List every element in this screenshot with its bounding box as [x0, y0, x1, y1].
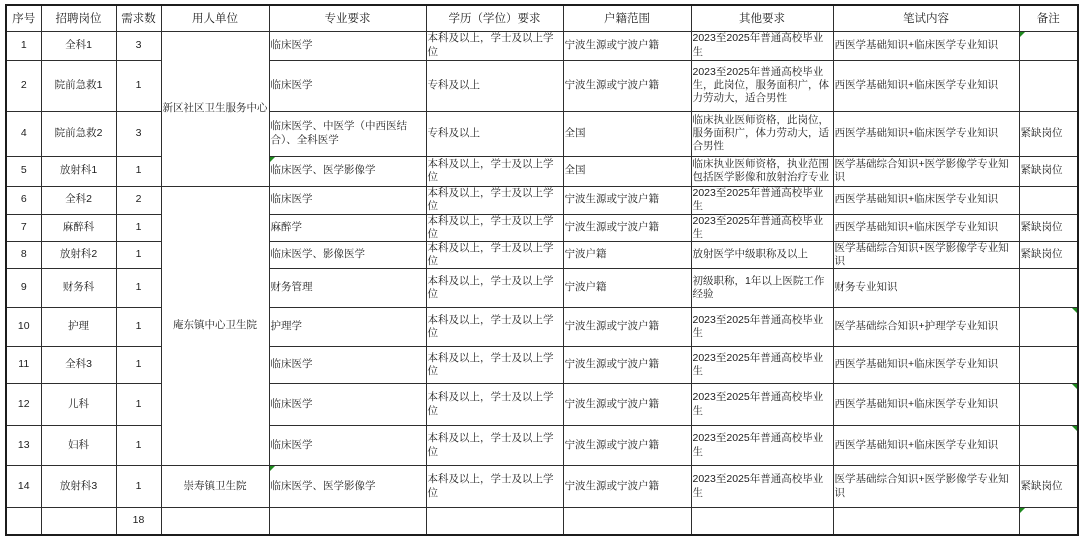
- cell-no: 1: [6, 31, 41, 60]
- cell-count: 3: [116, 111, 161, 156]
- cell-education: 本科及以上，学士及以上学位: [426, 186, 563, 214]
- cell-flag-icon: [1020, 32, 1025, 37]
- table-header: [6, 5, 1078, 31]
- column-header-remark: 备注: [1019, 5, 1078, 31]
- cell-flag-icon: [1072, 426, 1077, 431]
- cell-count: 1: [116, 241, 161, 268]
- header-row: [6, 5, 1078, 31]
- cell-count: 2: [116, 186, 161, 214]
- cell-count: 1: [116, 308, 161, 347]
- cell-no: 5: [6, 156, 41, 186]
- cell-other: 2023至2025年普通高校毕业生: [691, 347, 833, 384]
- cell-major: 临床医学: [269, 384, 426, 426]
- cell-no: 9: [6, 269, 41, 308]
- cell-employer-merged: 新区社区卫生服务中心: [161, 31, 269, 186]
- cell-exam: 西医学基础知识+临床医学专业知识: [833, 384, 1019, 426]
- cell-count: 1: [116, 60, 161, 111]
- column-header-exam: 笔试内容: [833, 5, 1019, 31]
- cell-education: 本科及以上，学士及以上学位: [426, 269, 563, 308]
- cell-count: 3: [116, 31, 161, 60]
- column-header-no: 序号: [6, 5, 41, 31]
- table-row: [6, 186, 1078, 214]
- cell-position: 全科3: [41, 347, 116, 384]
- cell-other: 放射医学中级职称及以上: [691, 241, 833, 268]
- cell-other: 初级职称，1年以上医院工作经验: [691, 269, 833, 308]
- column-header-hukou: 户籍范围: [563, 5, 691, 31]
- cell-major: [269, 508, 426, 535]
- cell-major: 临床医学: [269, 31, 426, 60]
- cell-count: 1: [116, 347, 161, 384]
- cell-position: 全科1: [41, 31, 116, 60]
- table-row: [6, 466, 1078, 508]
- cell-flag-icon: [270, 466, 275, 471]
- column-header-education: 学历（学位）要求: [426, 5, 563, 31]
- cell-education: 专科及以上: [426, 111, 563, 156]
- cell-hukou: 宁波生源或宁波户籍: [563, 347, 691, 384]
- cell-remark: [1019, 508, 1078, 535]
- cell-position: 麻醉科: [41, 214, 116, 241]
- cell-count: 1: [116, 269, 161, 308]
- cell-other: 2023至2025年普通高校毕业生: [691, 31, 833, 60]
- cell-count: 1: [116, 214, 161, 241]
- cell-education: 本科及以上，学士及以上学位: [426, 214, 563, 241]
- cell-other: 2023至2025年普通高校毕业生: [691, 214, 833, 241]
- cell-flag-icon: [1072, 308, 1077, 313]
- cell-hukou: [563, 508, 691, 535]
- column-header-major: 专业要求: [269, 5, 426, 31]
- cell-hukou: 宁波户籍: [563, 269, 691, 308]
- cell-exam: 西医学基础知识+临床医学专业知识: [833, 186, 1019, 214]
- cell-hukou: 宁波生源或宁波户籍: [563, 426, 691, 466]
- cell-position: 放射科1: [41, 156, 116, 186]
- cell-position: [41, 508, 116, 535]
- cell-position: 全科2: [41, 186, 116, 214]
- cell-employer-merged: 崇寿镇卫生院: [161, 466, 269, 508]
- cell-exam: 西医学基础知识+临床医学专业知识: [833, 60, 1019, 111]
- cell-count: 1: [116, 384, 161, 426]
- cell-remark: [1019, 384, 1078, 426]
- cell-hukou: 宁波生源或宁波户籍: [563, 384, 691, 426]
- cell-major: 临床医学: [269, 186, 426, 214]
- cell-no: 6: [6, 186, 41, 214]
- cell-count: 18: [116, 508, 161, 535]
- cell-remark: 紧缺岗位: [1019, 156, 1078, 186]
- cell-major: 临床医学、医学影像学: [269, 156, 426, 186]
- cell-exam: 医学基础综合知识+医学影像学专业知识: [833, 466, 1019, 508]
- cell-other: 2023至2025年普通高校毕业生: [691, 466, 833, 508]
- cell-hukou: 宁波生源或宁波户籍: [563, 60, 691, 111]
- cell-other: 2023至2025年普通高校毕业生，此岗位，服务面积广，体力劳动大，适合男性: [691, 60, 833, 111]
- cell-exam: 医学基础综合知识+医学影像学专业知识: [833, 156, 1019, 186]
- cell-employer-merged: 庵东镇中心卫生院: [161, 186, 269, 466]
- cell-hukou: 宁波生源或宁波户籍: [563, 214, 691, 241]
- cell-no: 10: [6, 308, 41, 347]
- cell-exam: 医学基础综合知识+护理学专业知识: [833, 308, 1019, 347]
- cell-remark: 紧缺岗位: [1019, 214, 1078, 241]
- cell-remark: [1019, 347, 1078, 384]
- cell-flag-icon: [270, 157, 275, 162]
- cell-remark: [1019, 186, 1078, 214]
- cell-other: 临床执业医师资格，执业范围包括医学影像和放射治疗专业: [691, 156, 833, 186]
- cell-count: 1: [116, 426, 161, 466]
- cell-position: 护理: [41, 308, 116, 347]
- cell-no: 12: [6, 384, 41, 426]
- cell-major: 护理学: [269, 308, 426, 347]
- cell-other: [691, 508, 833, 535]
- column-header-position: 招聘岗位: [41, 5, 116, 31]
- cell-major: 临床医学、中医学（中西医结合）、全科医学: [269, 111, 426, 156]
- cell-major: 财务管理: [269, 269, 426, 308]
- cell-other: 2023至2025年普通高校毕业生: [691, 384, 833, 426]
- cell-hukou: 宁波生源或宁波户籍: [563, 466, 691, 508]
- cell-education: 本科及以上，学士及以上学位: [426, 31, 563, 60]
- cell-no: [6, 508, 41, 535]
- cell-hukou: 全国: [563, 156, 691, 186]
- cell-no: 14: [6, 466, 41, 508]
- cell-major: 临床医学: [269, 60, 426, 111]
- cell-flag-icon: [1072, 384, 1077, 389]
- cell-hukou: 全国: [563, 111, 691, 156]
- cell-hukou: 宁波户籍: [563, 241, 691, 268]
- cell-education: 本科及以上，学士及以上学位: [426, 466, 563, 508]
- cell-hukou: 宁波生源或宁波户籍: [563, 186, 691, 214]
- cell-no: 4: [6, 111, 41, 156]
- cell-no: 13: [6, 426, 41, 466]
- cell-count: 1: [116, 156, 161, 186]
- column-header-other: 其他要求: [691, 5, 833, 31]
- cell-position: 儿科: [41, 384, 116, 426]
- total-row: [6, 508, 1078, 535]
- cell-exam: 西医学基础知识+临床医学专业知识: [833, 111, 1019, 156]
- cell-education: 本科及以上，学士及以上学位: [426, 384, 563, 426]
- cell-other: 2023至2025年普通高校毕业生: [691, 308, 833, 347]
- cell-major: 临床医学、医学影像学: [269, 466, 426, 508]
- column-header-count: 需求数: [116, 5, 161, 31]
- cell-remark: 紧缺岗位: [1019, 466, 1078, 508]
- cell-position: 放射科3: [41, 466, 116, 508]
- cell-position: 放射科2: [41, 241, 116, 268]
- cell-count: 1: [116, 466, 161, 508]
- cell-exam: 西医学基础知识+临床医学专业知识: [833, 426, 1019, 466]
- cell-no: 7: [6, 214, 41, 241]
- cell-education: 本科及以上，学士及以上学位: [426, 241, 563, 268]
- cell-education: 本科及以上，学士及以上学位: [426, 426, 563, 466]
- cell-major: 临床医学: [269, 426, 426, 466]
- cell-exam: 医学基础综合知识+医学影像学专业知识: [833, 241, 1019, 268]
- cell-no: 11: [6, 347, 41, 384]
- cell-remark: 紧缺岗位: [1019, 241, 1078, 268]
- cell-remark: [1019, 308, 1078, 347]
- cell-position: 财务科: [41, 269, 116, 308]
- cell-remark: 紧缺岗位: [1019, 111, 1078, 156]
- cell-exam: 西医学基础知识+临床医学专业知识: [833, 347, 1019, 384]
- recruitment-table: [5, 4, 1079, 536]
- cell-remark: [1019, 426, 1078, 466]
- cell-remark: [1019, 269, 1078, 308]
- cell-flag-icon: [1020, 508, 1025, 513]
- cell-exam: [833, 508, 1019, 535]
- table-body: [6, 31, 1078, 535]
- cell-education: 本科及以上，学士及以上学位: [426, 156, 563, 186]
- column-header-employer: 用人单位: [161, 5, 269, 31]
- cell-other: 2023至2025年普通高校毕业生: [691, 186, 833, 214]
- table-row: [6, 31, 1078, 60]
- cell-remark: [1019, 60, 1078, 111]
- cell-hukou: 宁波生源或宁波户籍: [563, 308, 691, 347]
- cell-position: 院前急救1: [41, 60, 116, 111]
- cell-hukou: 宁波生源或宁波户籍: [563, 31, 691, 60]
- cell-education: 本科及以上，学士及以上学位: [426, 308, 563, 347]
- cell-other: 临床执业医师资格，此岗位，服务面积广，体力劳动大，适合男性: [691, 111, 833, 156]
- cell-other: 2023至2025年普通高校毕业生: [691, 426, 833, 466]
- cell-no: 2: [6, 60, 41, 111]
- cell-position: 院前急救2: [41, 111, 116, 156]
- cell-exam: 财务专业知识: [833, 269, 1019, 308]
- cell-education: 本科及以上，学士及以上学位: [426, 347, 563, 384]
- cell-major: 临床医学: [269, 347, 426, 384]
- cell-exam: 西医学基础知识+临床医学专业知识: [833, 214, 1019, 241]
- cell-position: 妇科: [41, 426, 116, 466]
- cell-employer: [161, 508, 269, 535]
- cell-exam: 西医学基础知识+临床医学专业知识: [833, 31, 1019, 60]
- cell-remark: [1019, 31, 1078, 60]
- cell-major: 临床医学、影像医学: [269, 241, 426, 268]
- cell-major: 麻醉学: [269, 214, 426, 241]
- cell-no: 8: [6, 241, 41, 268]
- cell-education: 专科及以上: [426, 60, 563, 111]
- cell-education: [426, 508, 563, 535]
